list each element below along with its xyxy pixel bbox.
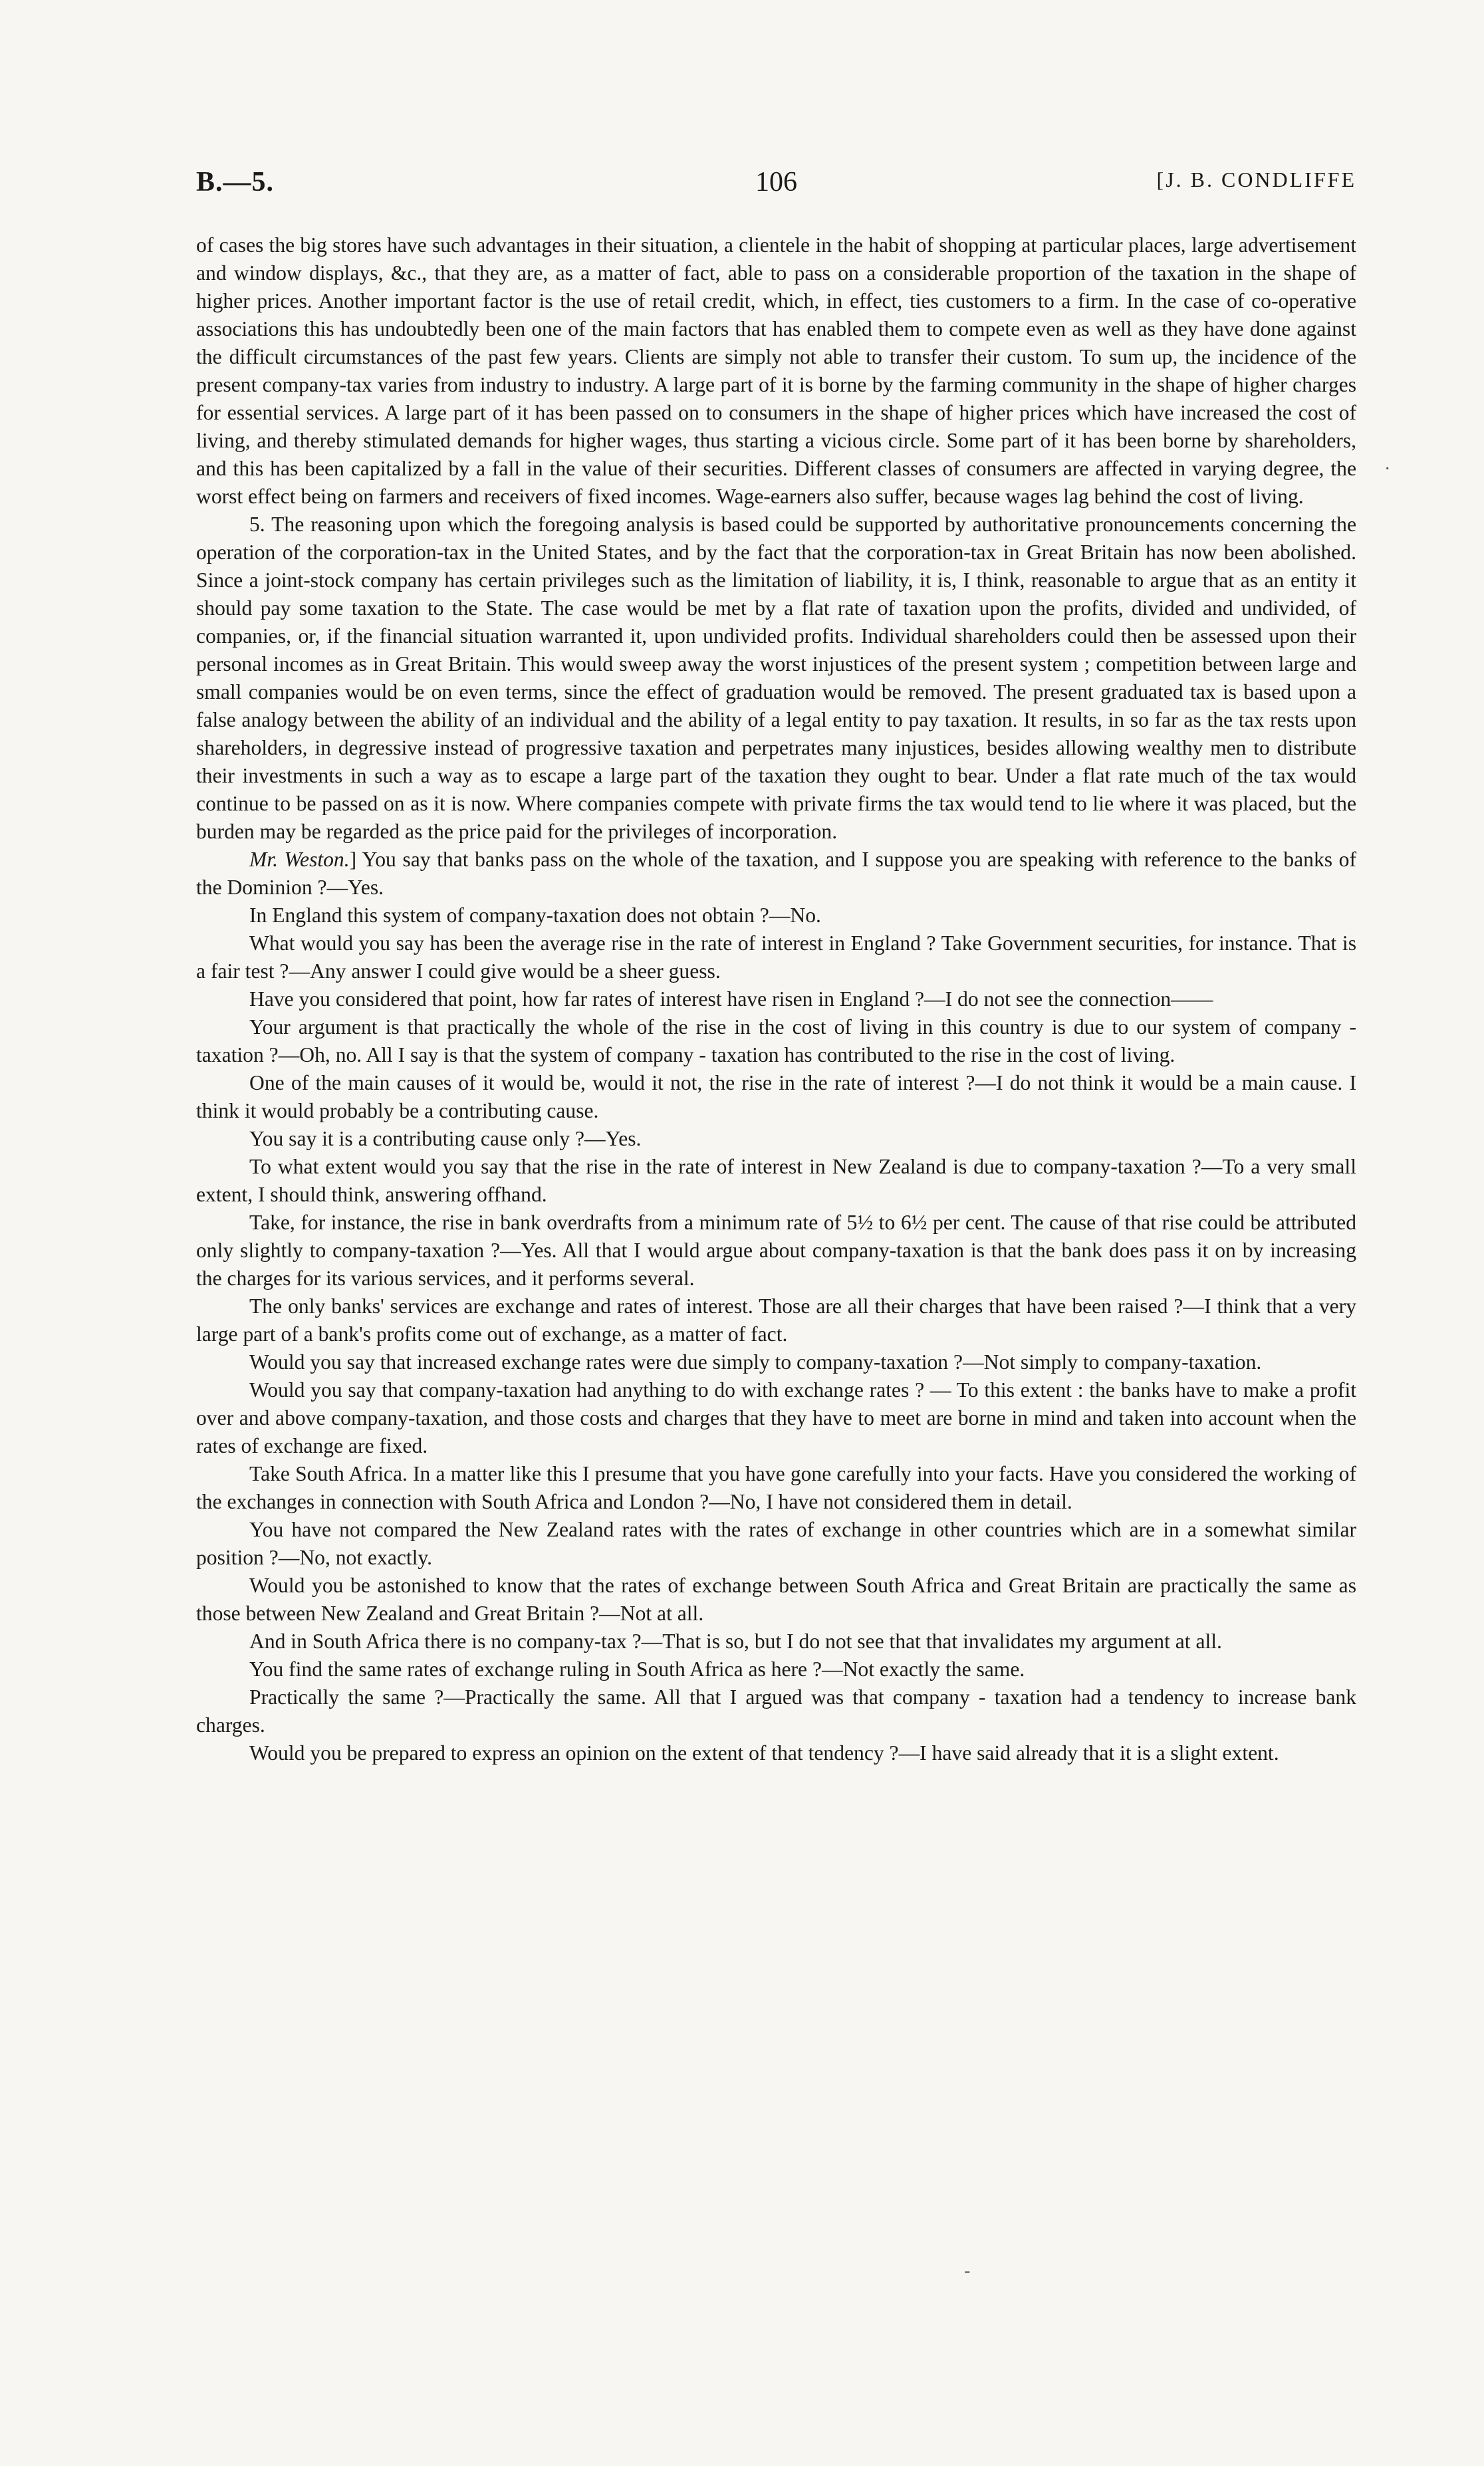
question-answer: And in South Africa there is no company-tax ?—That is so, but I do not see that that invalidates my argument at all. (249, 1630, 1222, 1653)
scan-speck: · (1384, 459, 1391, 479)
question-answer: Your argument is that practically the whole of the rise in the cost of living in this country is due to our system of company - taxation ?—Oh, no. All I say is that the system of company - taxation has contributed to the rise in the cost of living. (196, 1015, 1356, 1066)
question-answer: You say it is a contributing cause only ?—Yes. (249, 1127, 642, 1150)
page-number: 106 (755, 167, 797, 197)
question-answer: You find the same rates of exchange ruling in South Africa as here ?—Not exactly the same. (249, 1658, 1025, 1681)
question-answer: Would you be prepared to express an opinion on the extent of that tendency ?—I have said already that it is a slight extent. (249, 1741, 1279, 1765)
question-answer: Take, for instance, the rise in bank overdrafts from a minimum rate of 5½ to 6½ per cent. The cause of that rise could be attributed only slightly to company-taxation ?—Yes. All that I would argue about company-taxation is that the bank does pass it on by increasing the charges for its various services, and it performs several. (196, 1211, 1356, 1290)
page-header (196, 166, 1356, 206)
paragraph-continuation: of cases the big stores have such advantages in their situation, a clientele in the habit of shopping at particular places, large advertisement and window displays, &c., that they are, as a matter of fact, able to pass on a considerable proportion of the taxation in the shape of higher prices. Another important factor is the use of retail credit, which, in effect, ties customers to a firm. In the case of co-operative associations this has undoubtedly been one of the main factors that has enabled them to compete even as well as they have done against the difficult circumstances of the past few years. Clients are simply not able to transfer their custom. To sum up, the incidence of the present company-tax varies from industry to industry. A large part of it is borne by the farming community in the shape of higher charges for essential services. A large part of it has been passed on to consumers in the shape of higher prices which have increased the cost of living, and thereby stimulated demands for higher wages, thus starting a vicious circle. Some part of it has been borne by shareholders, and this has been capitalized by a fall in the value of their securities. Different classes of consumers are affected in varying degree, the worst effect being on farmers and receivers of fixed incomes. Wage-earners also suffer, because wages lag behind the cost of living. (196, 233, 1356, 508)
question-answer: Have you considered that point, how far rates of interest have risen in England ?—I do not see the connection—— (249, 987, 1213, 1011)
question-answer: Take South Africa. In a matter like this I presume that you have gone carefully into your facts. Have you considered the working of the exchanges in connection with South Africa and London ?—No, I have not considered them in detail. (196, 1462, 1356, 1513)
question-answer: What would you say has been the average rise in the rate of interest in England ? Take Government securities, for instance. That is a fair test ?—Any answer I could give would be a sheer guess. (196, 931, 1356, 983)
question-answer: Would you say that increased exchange rates were due simply to company-taxation ?—Not simply to company-taxation. (249, 1350, 1262, 1374)
question-answer: The only banks' services are exchange and rates of interest. Those are all their charges that have been raised ?—I think that a very large part of a bank's profits come out of exchange, as a matter of fact. (196, 1295, 1356, 1346)
paragraph-numbered-5: 5. The reasoning upon which the foregoing analysis is based could be supported by authoritative pronouncements concerning the operation of the corporation-tax in the United States, and by the fact that the corporation-tax in Great Britain has now been abolished. Since a joint-stock company has certain privileges such as the limitation of liability, it is, I think, reasonable to argue that as an entity it should pay some taxation to the State. The case would be met by a flat rate of taxation upon the profits, divided and undivided, of companies, or, if the financial situation warranted it, upon undivided profits. Individual shareholders could then be assessed upon their personal incomes as in Great Britain. This would sweep away the worst injustices of the present system ; competition between large and small companies would be on even terms, since the effect of graduation would be removed. The present graduated tax is based upon a false analogy between the ability of an individual and the ability of a legal entity to pay taxation. It results, in so far as the tax rests upon shareholders, in degressive instead of progressive taxation and perpetrates many injustices, besides allowing wealthy men to distribute their investments in such a way as to escape a large part of the taxation they ought to bear. Under a flat rate much of the tax would continue to be passed on as it is now. Where companies compete with private firms the tax would tend to lie where it was placed, but the burden may be regarded as the price paid for the privileges of incorporation. (196, 513, 1356, 843)
parliamentary-paper-reference: B.—5. (196, 167, 275, 197)
question-text: ] You say that banks pass on the whole of the taxation, and I suppose you are speaking with reference to the banks of the Dominion ?—Yes. (196, 848, 1356, 899)
question-answer: In England this system of company-taxation does not obtain ?—No. (249, 904, 821, 927)
question-answer: Practically the same ?—Practically the same. All that I argued was that company - taxation had a tendency to increase bank charges. (196, 1685, 1356, 1737)
question-answer (196, 846, 1356, 902)
question-answer: One of the main causes of it would be, would it not, the rise in the rate of interest ?—I do not think it would be a main cause. I think it would probably be a contributing cause. (196, 1071, 1356, 1122)
speaker-name: Mr. Weston. (249, 848, 350, 871)
question-answer: To what extent would you say that the rise in the rate of interest in New Zealand is due to company-taxation ?—To a very small extent, I should think, answering offhand. (196, 1155, 1356, 1206)
scan-speck: - (964, 2261, 971, 2281)
question-answer: You have not compared the New Zealand rates with the rates of exchange in other countries which are in a somewhat similar position ?—No, not exactly. (196, 1518, 1356, 1569)
document-body (196, 231, 1356, 1767)
question-answer: Would you say that company-taxation had anything to do with exchange rates ? — To this extent : the banks have to make a profit over and above company-taxation, and those costs and charges that they have to meet are borne in mind and taken into account when the rates of exchange are fixed. (196, 1378, 1356, 1457)
witness-name: [J. B. CONDLIFFE (1156, 168, 1356, 191)
question-answer: Would you be astonished to know that the rates of exchange between South Africa and Great Britain are practically the same as those between New Zealand and Great Britain ?—Not at all. (196, 1574, 1356, 1625)
